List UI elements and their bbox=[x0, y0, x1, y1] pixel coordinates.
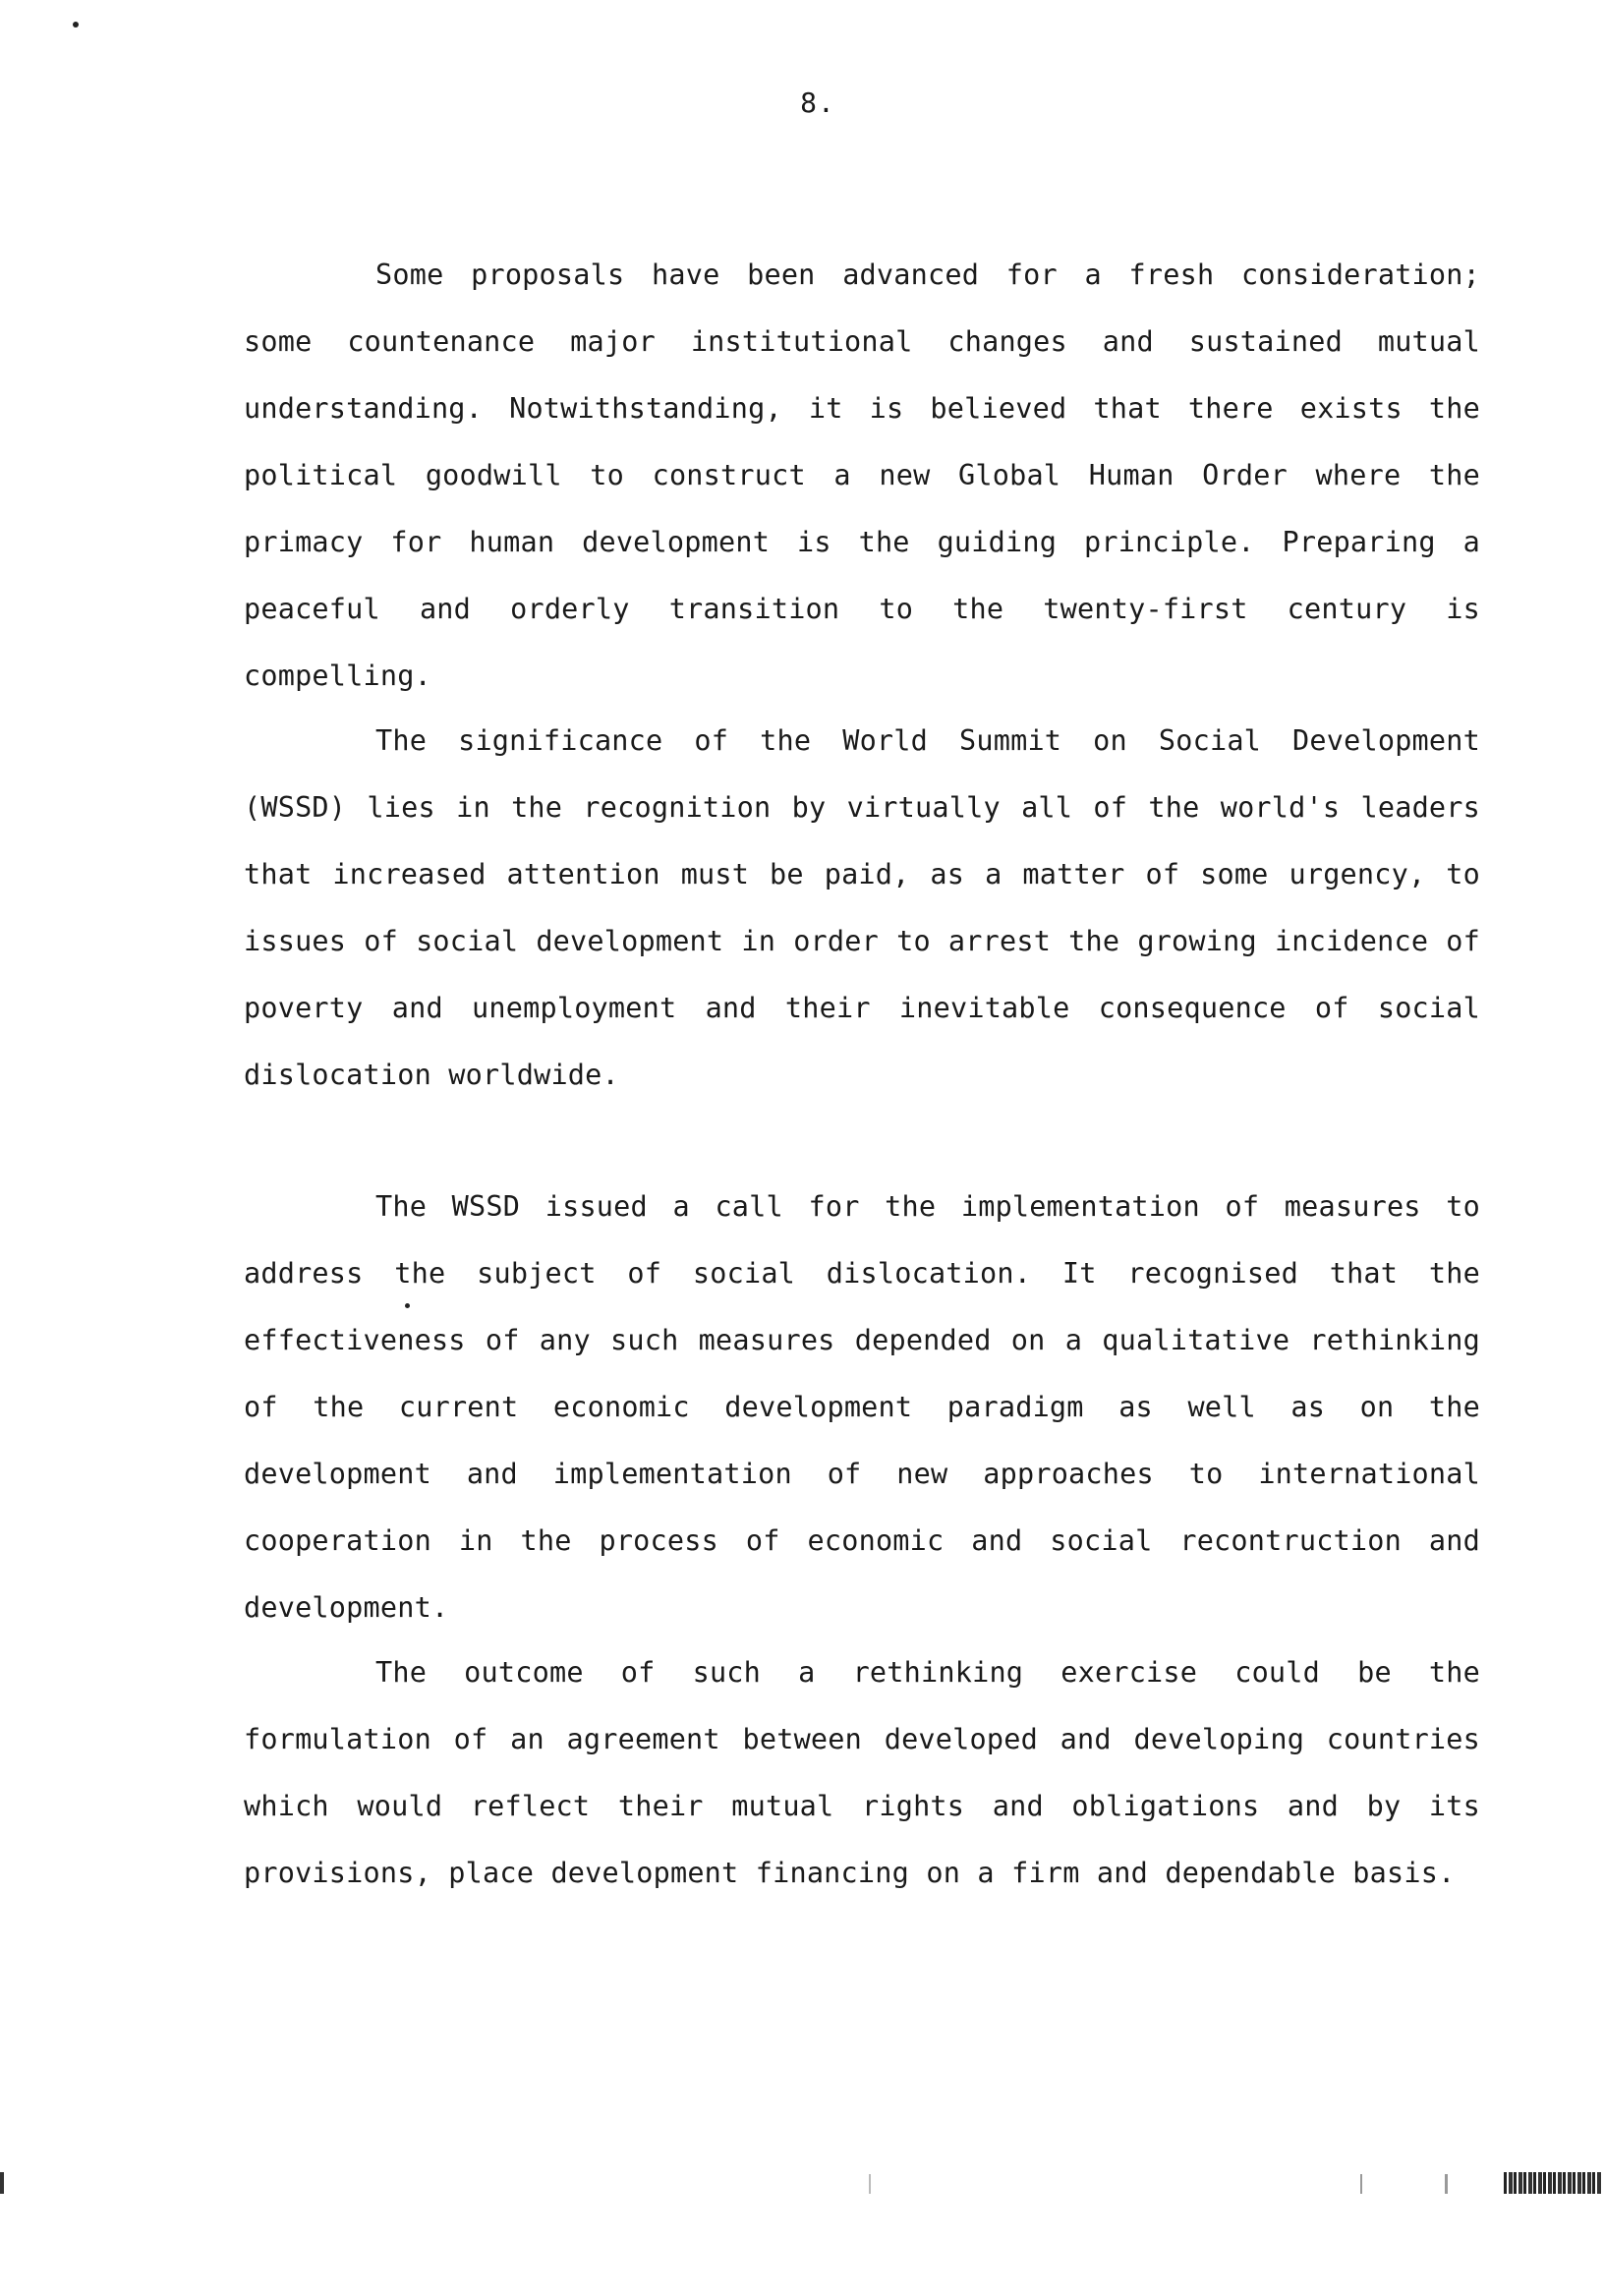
scan-edge-mark-right-1 bbox=[1360, 2174, 1362, 2194]
page-number: 8. bbox=[800, 86, 835, 119]
scan-edge-mark-left bbox=[0, 2172, 4, 2194]
paragraph-rethinking-outcome: The outcome of such a rethinking exercise could be the formulation of an agreement between developed and developing countries which would reflect their mutual rights and obligations and by its provisions, place development financing on a firm and dependable basis. bbox=[244, 1656, 1480, 1889]
scan-speck-mid bbox=[405, 1303, 410, 1308]
scan-edge-mark-center bbox=[869, 2174, 871, 2194]
scan-edge-mark-right-2 bbox=[1445, 2174, 1448, 2194]
scan-speck-top-left bbox=[73, 22, 79, 28]
paragraph-wssd-call: The WSSD issued a call for the implementation of measures to address the subject of social dislocation. It recognised that the effectiveness of any such measures depended on a qualitative rethinking of the current economic development paradigm as well as on the development and implementation of new approaches to international cooperation in the process of economic and social recontruction and development. bbox=[244, 1190, 1480, 1624]
paragraph-wssd-significance: The significance of the World Summit on Social Development (WSSD) lies in the recognition by virtually all of the world's leaders that increased attention must be paid, as a matter of some urgency, to issues of social development in order to arrest the growing incidence of poverty and unemployment and their inevitable consequence of social dislocation worldwide. bbox=[244, 724, 1480, 1091]
paragraph-fresh-consideration: Some proposals have been advanced for a fresh consideration; some countenance major institutional changes and sustained mutual understanding. Notwithstanding, it is believed that there exists the political goodwill to construct a new Global Human Order where the primacy for human development is the guiding principle. Preparing a peaceful and orderly transition to the twenty-first century is compelling. bbox=[244, 258, 1480, 692]
scan-edge-barcode bbox=[1504, 2172, 1602, 2194]
